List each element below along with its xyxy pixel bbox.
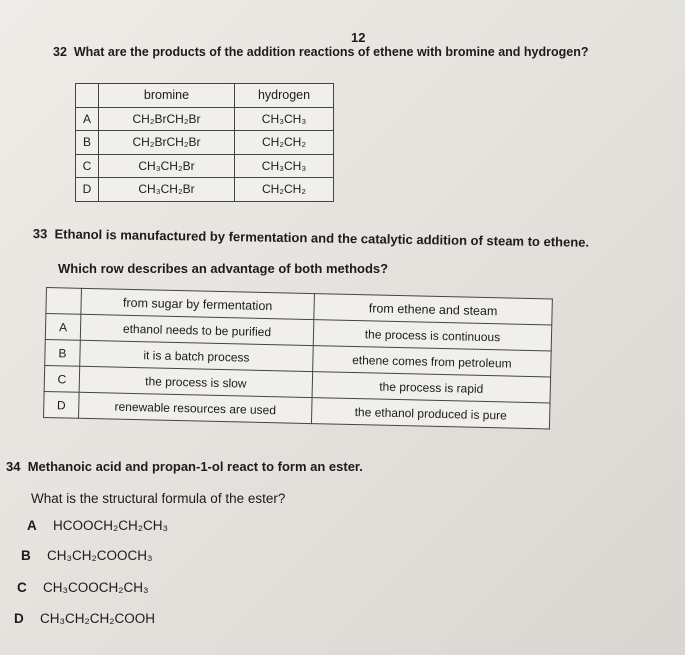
table-row [76, 131, 334, 155]
table-row [76, 178, 334, 202]
hydrogen-product: CH₂CH₂ [235, 131, 334, 155]
hydrogen-product: CH₃CH₃ [235, 107, 334, 131]
bromine-product: CH₂BrCH₂Br [99, 131, 235, 155]
table-row [76, 107, 334, 131]
question-34-number: 34 [6, 459, 21, 474]
option-letter: D [14, 611, 24, 626]
header-fermentation: from sugar by fermentation [81, 288, 315, 319]
bromine-product: CH₃CH₂Br [99, 154, 235, 178]
fermentation-cell: it is a batch process [80, 340, 314, 371]
fermentation-cell: ethanol needs to be purified [80, 314, 314, 345]
header-hydrogen: hydrogen [235, 84, 334, 108]
option-letter: A [27, 518, 37, 533]
row-letter: C [76, 154, 99, 178]
row-letter: D [76, 178, 99, 202]
bromine-product: CH₂BrCH₂Br [99, 107, 235, 131]
option-d[interactable] [14, 611, 155, 626]
row-letter: A [76, 107, 99, 131]
question-33-text: Ethanol is manufactured by fermentation and the catalytic addition of steam to ethene. [54, 226, 590, 250]
question-32-number: 32 [53, 45, 67, 59]
question-33-table [43, 287, 553, 429]
fermentation-cell: the process is slow [79, 366, 313, 397]
steam-cell: the ethanol produced is pure [311, 398, 550, 429]
hydrogen-product: CH₂CH₂ [235, 178, 334, 202]
steam-cell: ethene comes from petroleum [313, 346, 552, 377]
option-b[interactable] [21, 548, 152, 563]
row-letter: D [44, 391, 80, 418]
option-letter: C [17, 580, 27, 595]
question-33-subtext: Which row describes an advantage of both methods? [58, 261, 389, 276]
row-letter: B [45, 339, 81, 366]
option-c[interactable] [17, 580, 148, 595]
table-corner [46, 288, 82, 315]
hydrogen-product: CH₃CH₃ [235, 154, 334, 178]
question-34-subtext: What is the structural formula of the ester? [31, 491, 286, 506]
header-bromine: bromine [99, 84, 235, 108]
question-32-table [75, 83, 334, 202]
option-formula: CH₃CH₂CH₂COOH [40, 611, 155, 626]
table-corner [76, 84, 99, 108]
option-formula: CH₃COOCH₂CH₃ [43, 580, 149, 595]
steam-cell: the process is continuous [313, 320, 552, 351]
bromine-product: CH₃CH₂Br [99, 178, 235, 202]
fermentation-cell: renewable resources are used [79, 392, 313, 423]
question-33-number: 33 [32, 226, 48, 242]
question-33 [33, 226, 589, 250]
row-letter: A [45, 314, 81, 341]
option-letter: B [21, 548, 31, 563]
option-a[interactable] [27, 518, 168, 533]
option-formula: HCOOCH₂CH₂CH₃ [53, 518, 168, 533]
row-letter: B [76, 131, 99, 155]
table-row [76, 154, 334, 178]
question-32 [53, 45, 588, 59]
option-formula: CH₃CH₂COOCH₃ [47, 548, 153, 563]
question-34 [6, 459, 363, 474]
header-ethene-steam: from ethene and steam [314, 294, 553, 325]
question-34-text: Methanoic acid and propan-1-ol react to form an ester. [27, 459, 363, 474]
row-letter: C [44, 365, 80, 392]
page-number: 12 [351, 30, 366, 45]
question-32-text: What are the products of the addition reactions of ethene with bromine and hydrogen? [73, 45, 589, 59]
steam-cell: the process is rapid [312, 372, 551, 403]
